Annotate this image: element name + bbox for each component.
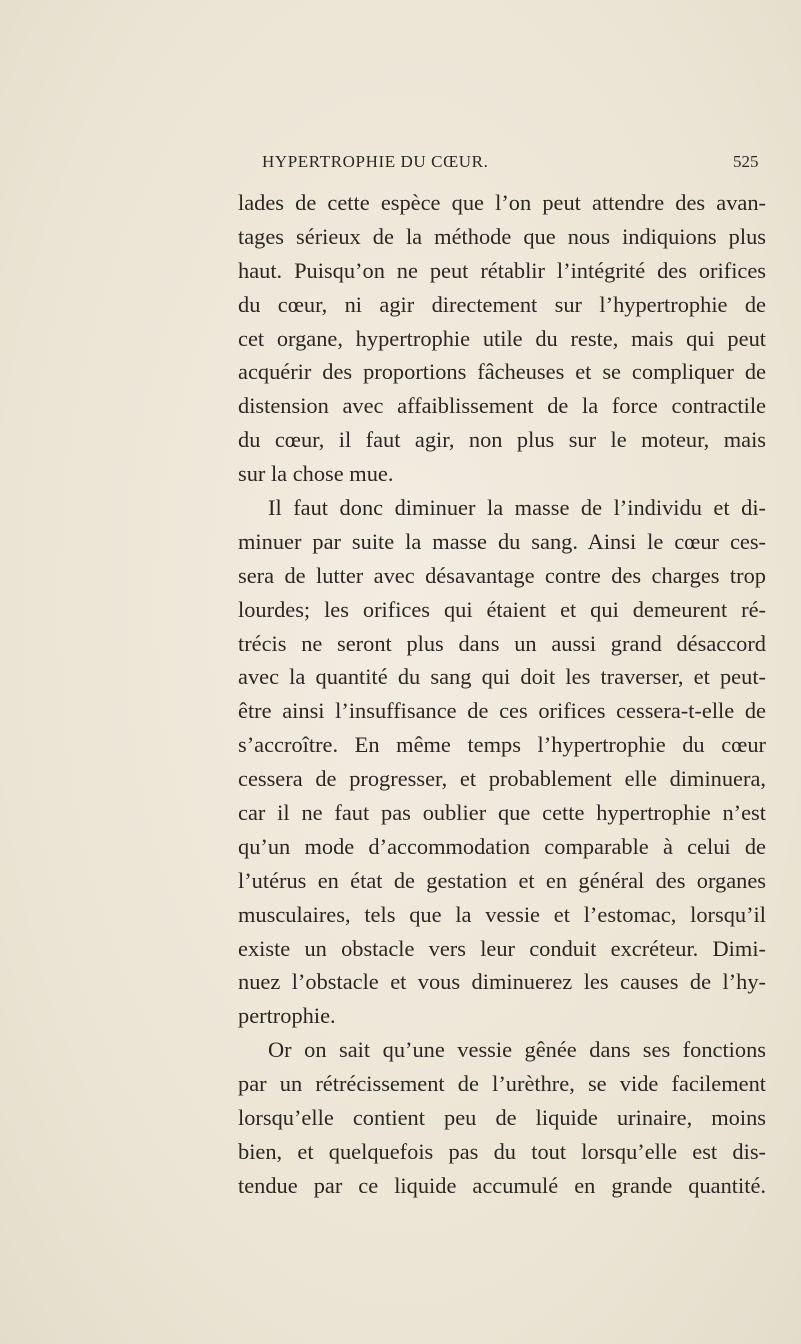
- text-line: tendue par ce liquide accumulé en grande quantité.: [238, 1172, 766, 1198]
- text-line: cet organe, hypertrophie utile du reste, mais qui peut: [238, 325, 766, 351]
- text-line: lades de cette espèce que l’on peut attendre des avan-: [238, 190, 766, 215]
- body-text: [238, 186, 766, 1203]
- text-line: tages sérieux de la méthode que nous indiquions plus: [238, 223, 766, 249]
- text-line: qu’un mode d’accommodation comparable à celui de: [238, 833, 766, 859]
- text-line: être ainsi l’insuffisance de ces orifices cessera-t-elle de: [238, 698, 766, 724]
- text-line: nuez l’obstacle et vous diminuerez les causes de l’hy-: [238, 969, 766, 995]
- text-line: sera de lutter avec désavantage contre des charges trop: [238, 562, 766, 588]
- text-line: avec la quantité du sang qui doit les traverser, et peut-: [238, 664, 766, 690]
- text-line: minuer par suite la masse du sang. Ainsi le cœur ces-: [238, 528, 766, 554]
- page-number: 525: [733, 152, 759, 171]
- text-line: musculaires, tels que la vessie et l’estomac, lorsqu’il: [238, 901, 766, 927]
- text-line: pertrophie.: [238, 1003, 336, 1029]
- text-line: sur la chose mue.: [238, 461, 394, 487]
- text-line: distension avec affaiblissement de la force contractile: [238, 393, 766, 419]
- text-line: acquérir des proportions fâcheuses et se compliquer de: [238, 359, 766, 385]
- text-line: lorsqu’elle contient peu de liquide urinaire, moins: [238, 1105, 766, 1131]
- text-line: car il ne faut pas oublier que cette hypertrophie n’est: [238, 800, 766, 826]
- running-head: HYPERTROPHIE DU CŒUR.: [262, 152, 489, 171]
- text-line: cessera de progresser, et probablement elle diminuera,: [238, 766, 766, 792]
- text-line: lourdes; les orifices qui étaient et qui demeurent ré-: [238, 596, 766, 622]
- text-line: du cœur, ni agir directement sur l’hypertrophie de: [238, 291, 766, 317]
- text-line: bien, et quelquefois pas du tout lorsqu’elle est dis-: [238, 1138, 766, 1164]
- text-line: haut. Puisqu’on ne peut rétablir l’intégrité des orifices: [238, 257, 766, 283]
- text-line: trécis ne seront plus dans un aussi grand désaccord: [238, 630, 766, 656]
- text-line: Or on sait qu’une vessie gênée dans ses fonctions: [268, 1037, 766, 1063]
- text-line: Il faut donc diminuer la masse de l’individu et di-: [268, 495, 766, 521]
- text-line: l’utérus en état de gestation et en général des organes: [238, 867, 766, 893]
- text-line: existe un obstacle vers leur conduit excréteur. Dimi-: [238, 935, 766, 961]
- text-line: du cœur, il faut agir, non plus sur le moteur, mais: [238, 427, 766, 453]
- text-line: s’accroître. En même temps l’hypertrophie du cœur: [238, 732, 766, 758]
- page-header: [0, 152, 801, 176]
- text-line: par un rétrécissement de l’urèthre, se vide facilement: [238, 1071, 766, 1097]
